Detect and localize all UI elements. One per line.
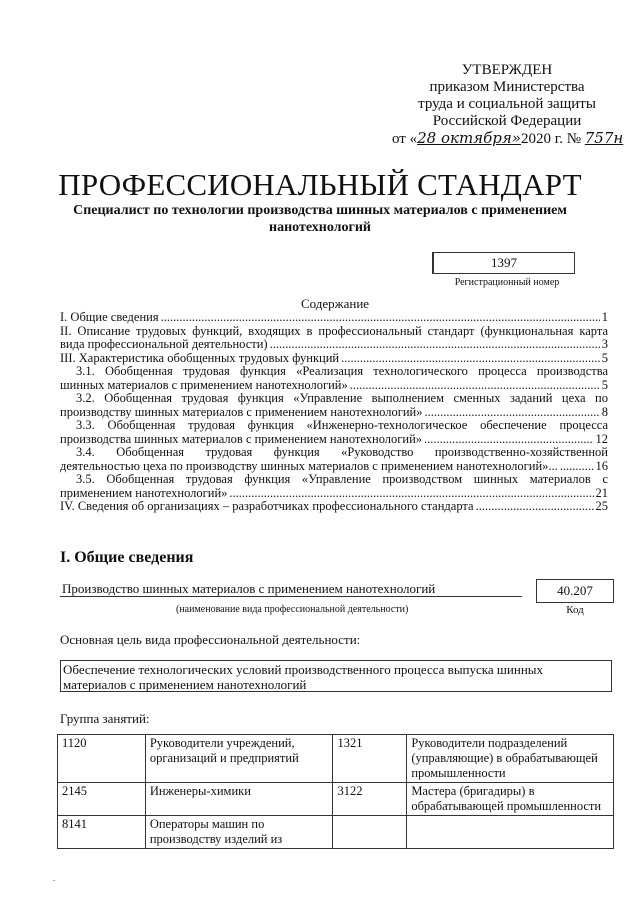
- handwritten-order-number: 757н: [584, 129, 624, 147]
- approval-title: УТВЕРЖДЕН: [461, 62, 553, 78]
- occupation-group-label: Группа занятий:: [60, 711, 150, 726]
- toc-entry-page: 1: [601, 310, 608, 324]
- occupation-code: 3122: [333, 783, 407, 816]
- toc-entry[interactable]: [60, 460, 608, 474]
- toc-entry[interactable]: [60, 352, 608, 366]
- approval-line: приказом Министерства: [429, 79, 585, 95]
- goal-label: Основная цель вида профессиональной деятельности:: [60, 632, 361, 647]
- toc-leader: [161, 311, 600, 325]
- approval-date-line: [392, 130, 622, 148]
- toc-entry-text: шинных материалов с применением нанотехнологий»: [60, 377, 348, 392]
- approval-line: Российской Федерации: [432, 113, 582, 129]
- toc-entry-line[interactable]: 3.2. Обобщенная трудовая функция «Управление выполнением сменных заданий цеха по: [76, 391, 608, 405]
- occupation-name: Мастера (бригадиры) в обрабатывающей промышленности: [407, 783, 614, 816]
- toc-entry-text: III. Характеристика обобщенных трудовых функций: [60, 350, 340, 365]
- margin-mark: .: [53, 873, 56, 883]
- toc-entry-line[interactable]: 3.4. Обобщенная трудовая функция «Руководство производственно-хозяйственной: [76, 445, 608, 459]
- approval-year: 2020 г. №: [520, 131, 582, 147]
- registration-number-label: Регистрационный номер: [454, 277, 560, 288]
- activity-code-box: 40.207: [536, 579, 614, 603]
- toc-entry-page: 21: [595, 485, 608, 500]
- toc-leader: [424, 406, 599, 420]
- section-heading: I. Общие сведения: [60, 549, 194, 566]
- table-row: [58, 816, 614, 849]
- toc-leader: [229, 487, 593, 501]
- toc-entry[interactable]: [60, 338, 608, 352]
- table-row: [58, 735, 614, 783]
- document-subtitle: Специалист по технологии производства шинных материалов с применением нанотехнологий: [73, 203, 567, 235]
- activity-name: Производство шинных материалов с применением нанотехнологий: [62, 581, 436, 596]
- approval-block: [392, 62, 622, 148]
- toc-entry-text: деятельностью цеха по производству шинных материалов с применением нанотехнологий»...: [60, 458, 558, 473]
- toc-entry-line[interactable]: 3.1. Обобщенная трудовая функция «Реализация технологического процесса производства: [76, 364, 608, 378]
- toc-entry[interactable]: [60, 311, 608, 325]
- activity-caption: (наименование вида профессиональной деятельности): [176, 604, 409, 615]
- toc-entry-text: I. Общие сведения: [60, 310, 159, 324]
- occupation-code: 1120: [58, 735, 146, 783]
- toc-leader: [270, 338, 600, 352]
- toc-entry-page: 16: [595, 458, 608, 473]
- toc-entry-text: IV. Сведения об организациях – разработчиках профессионального стандарта: [60, 499, 474, 513]
- toc-entry[interactable]: [60, 500, 608, 514]
- toc-leader: [341, 352, 600, 366]
- toc-entry-text: производства шинных материалов с применением нанотехнологий»: [60, 431, 423, 446]
- occupation-code: 2145: [58, 783, 146, 816]
- toc-entry-page: 8: [601, 404, 608, 419]
- occupation-name: [407, 816, 614, 849]
- toc-entry-line[interactable]: II. Описание трудовых функций, входящих в профессиональный стандарт (функциональная карта: [60, 323, 608, 338]
- toc-entry-text: применением нанотехнологий»: [60, 485, 228, 500]
- table-row: [58, 783, 614, 816]
- occupation-code: 8141: [58, 816, 146, 849]
- toc-leader: [560, 460, 594, 474]
- toc-entry-page: 5: [601, 377, 608, 392]
- toc-leader: [350, 379, 600, 393]
- toc-entry[interactable]: [60, 433, 608, 447]
- toc-title: Содержание: [300, 296, 370, 311]
- handwritten-date: 28 октября»: [417, 129, 521, 147]
- activity-code-caption: Код: [566, 604, 584, 616]
- goal-box: Обеспечение технологических условий производственного процесса выпуска шинных материалов с применением нанотехнологий: [60, 660, 612, 692]
- toc-entry[interactable]: [60, 379, 608, 393]
- toc-leader: [424, 433, 593, 447]
- approval-line: труда и социальной защиты: [418, 96, 596, 112]
- toc-leader: [476, 500, 594, 514]
- occupation-name: Инженеры-химики: [145, 783, 333, 816]
- occupation-name: Руководители подразделений (управляющие) в обрабатывающей промышленности: [407, 735, 614, 783]
- approval-prefix: от «: [392, 131, 418, 147]
- toc-entry-page: 5: [601, 350, 608, 365]
- toc-entry-text: вида профессиональной деятельности): [60, 337, 268, 351]
- activity-underline: [60, 596, 522, 597]
- table-of-contents: [60, 311, 608, 514]
- registration-number-box: 1397: [432, 252, 575, 274]
- occupation-table: [57, 734, 614, 849]
- toc-entry-line[interactable]: 3.3. Обобщенная трудовая функция «Инженерно-технологическое обеспечение процесса: [76, 418, 608, 432]
- toc-entry[interactable]: [60, 487, 608, 501]
- occupation-code: 1321: [333, 735, 407, 783]
- toc-entry[interactable]: [60, 406, 608, 420]
- toc-entry-text: производству шинных материалов с применением нанотехнологий»: [60, 404, 423, 419]
- toc-entry-page: 12: [595, 431, 608, 446]
- toc-entry-page: 25: [595, 499, 608, 513]
- toc-entry-line[interactable]: 3.5. Обобщенная трудовая функция «Управление производством шинных материалов с: [76, 472, 608, 486]
- toc-entry-page: 3: [601, 337, 608, 351]
- occupation-code: [333, 816, 407, 849]
- document-title: ПРОФЕССИОНАЛЬНЫЙ СТАНДАРТ: [58, 167, 582, 202]
- occupation-name: Операторы машин по производству изделий из: [145, 816, 333, 849]
- occupation-name: Руководители учреждений, организаций и предприятий: [145, 735, 333, 783]
